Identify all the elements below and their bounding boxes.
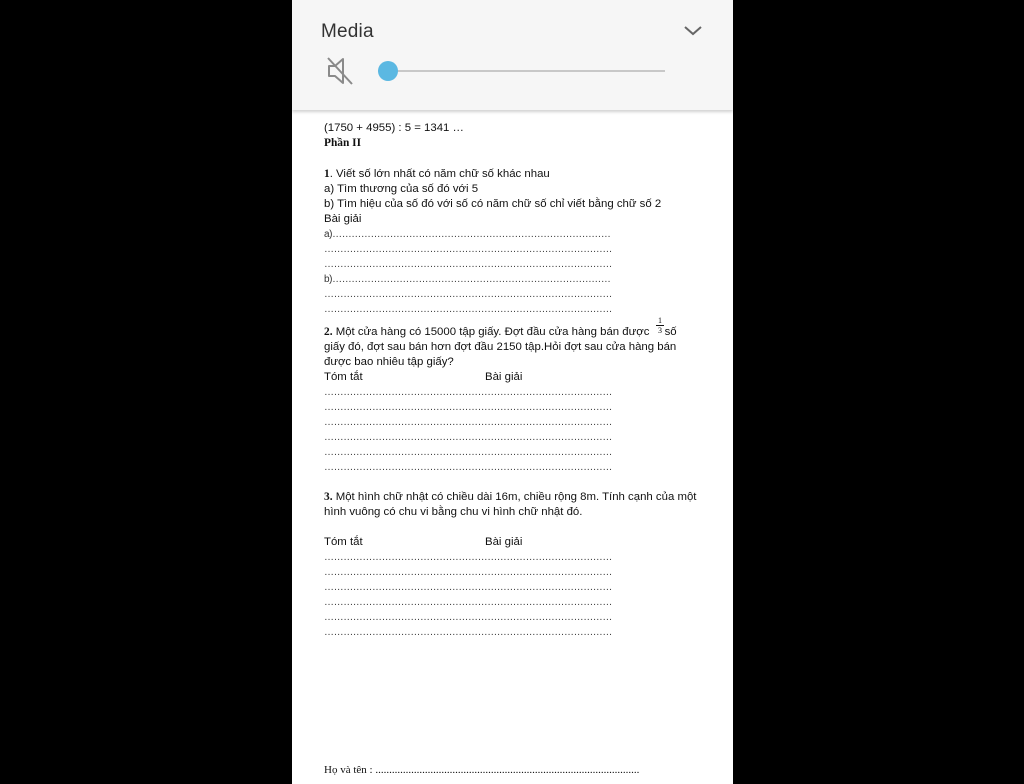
question-1-number: 1 xyxy=(324,168,330,180)
solution-label: Bài giải xyxy=(485,371,523,383)
question-1-text: . Viết số lớn nhất có năm chữ số khác nhau xyxy=(329,168,550,180)
answer-line: ……………………………………………………………………………… xyxy=(324,244,613,255)
answer-line: ……………………………………………………………………………… xyxy=(324,387,613,398)
answer-line-a: a)…………………………………………………………………………… xyxy=(324,229,611,240)
question-2 xyxy=(324,325,677,340)
volume-slider-thumb[interactable] xyxy=(378,61,398,81)
answer-line-b: b)…………………………………………………………………………… xyxy=(324,274,611,285)
answer-line: ……………………………………………………………………………… xyxy=(324,552,613,563)
solution-label: Bài giải xyxy=(324,213,362,225)
answer-line: ……………………………………………………………………………… xyxy=(324,582,613,593)
summary-label: Tóm tắt xyxy=(324,371,363,383)
section-heading: Phần II xyxy=(324,137,362,149)
equation-line: (1750 + 4955) : 5 = 1341 … xyxy=(324,122,464,134)
question-1-part-b: b) Tìm hiệu của số đó với số có năm chữ số chỉ viết bằng chữ số 2 xyxy=(324,198,662,210)
answer-line: ……………………………………………………………………………… xyxy=(324,627,613,638)
answer-line: ……………………………………………………………………………… xyxy=(324,289,613,300)
answer-line: ……………………………………………………………………………… xyxy=(324,612,613,623)
question-2-text-end: số xyxy=(664,326,677,338)
question-1-part-a: a) Tìm thương của số đó với 5 xyxy=(324,183,479,195)
volume-muted-icon[interactable] xyxy=(326,56,356,86)
answer-line: ……………………………………………………………………………… xyxy=(324,259,613,270)
question-2-number: 2. xyxy=(324,326,333,338)
answer-line: ……………………………………………………………………………… xyxy=(324,597,613,608)
chevron-down-icon[interactable] xyxy=(682,22,704,40)
answer-line: ……………………………………………………………………………… xyxy=(324,447,613,458)
answer-line: ……………………………………………………………………………… xyxy=(324,462,613,473)
question-3-line-2: hình vuông có chu vi bằng chu vi hình chữ nhật đó. xyxy=(324,506,583,518)
media-title: Media xyxy=(321,21,374,42)
answer-line: ……………………………………………………………………………… xyxy=(324,432,613,443)
question-1 xyxy=(324,167,550,182)
media-panel xyxy=(292,0,733,110)
volume-slider[interactable] xyxy=(378,60,666,82)
fraction-one-third xyxy=(656,316,664,335)
answer-line: ……………………………………………………………………………… xyxy=(324,417,613,428)
question-2-line-3: được bao nhiêu tập giấy? xyxy=(324,356,454,368)
fraction-numerator: 1 xyxy=(658,316,662,325)
answer-line: ……………………………………………………………………………… xyxy=(324,304,613,315)
fraction-denominator: 3 xyxy=(658,326,662,335)
name-field-line: Họ và tên : ................................................................................................ xyxy=(324,764,640,776)
document-viewer xyxy=(292,0,733,784)
answer-line: ……………………………………………………………………………… xyxy=(324,567,613,578)
question-2-text: Một cửa hàng có 15000 tập giấy. Đợt đầu cửa hàng bán được xyxy=(332,326,653,338)
summary-label: Tóm tắt xyxy=(324,536,363,548)
question-2-line-2: giấy đó, đợt sau bán hơn đợt đầu 2150 tập.Hỏi đợt sau cửa hàng bán xyxy=(324,341,677,353)
volume-slider-track[interactable] xyxy=(378,70,665,72)
question-3-text: Một hình chữ nhật có chiều dài 16m, chiều rộng 8m. Tính cạnh của một xyxy=(332,491,697,503)
question-3 xyxy=(324,490,696,505)
answer-line: ……………………………………………………………………………… xyxy=(324,402,613,413)
solution-label: Bài giải xyxy=(485,536,523,548)
question-3-number: 3. xyxy=(324,491,333,503)
